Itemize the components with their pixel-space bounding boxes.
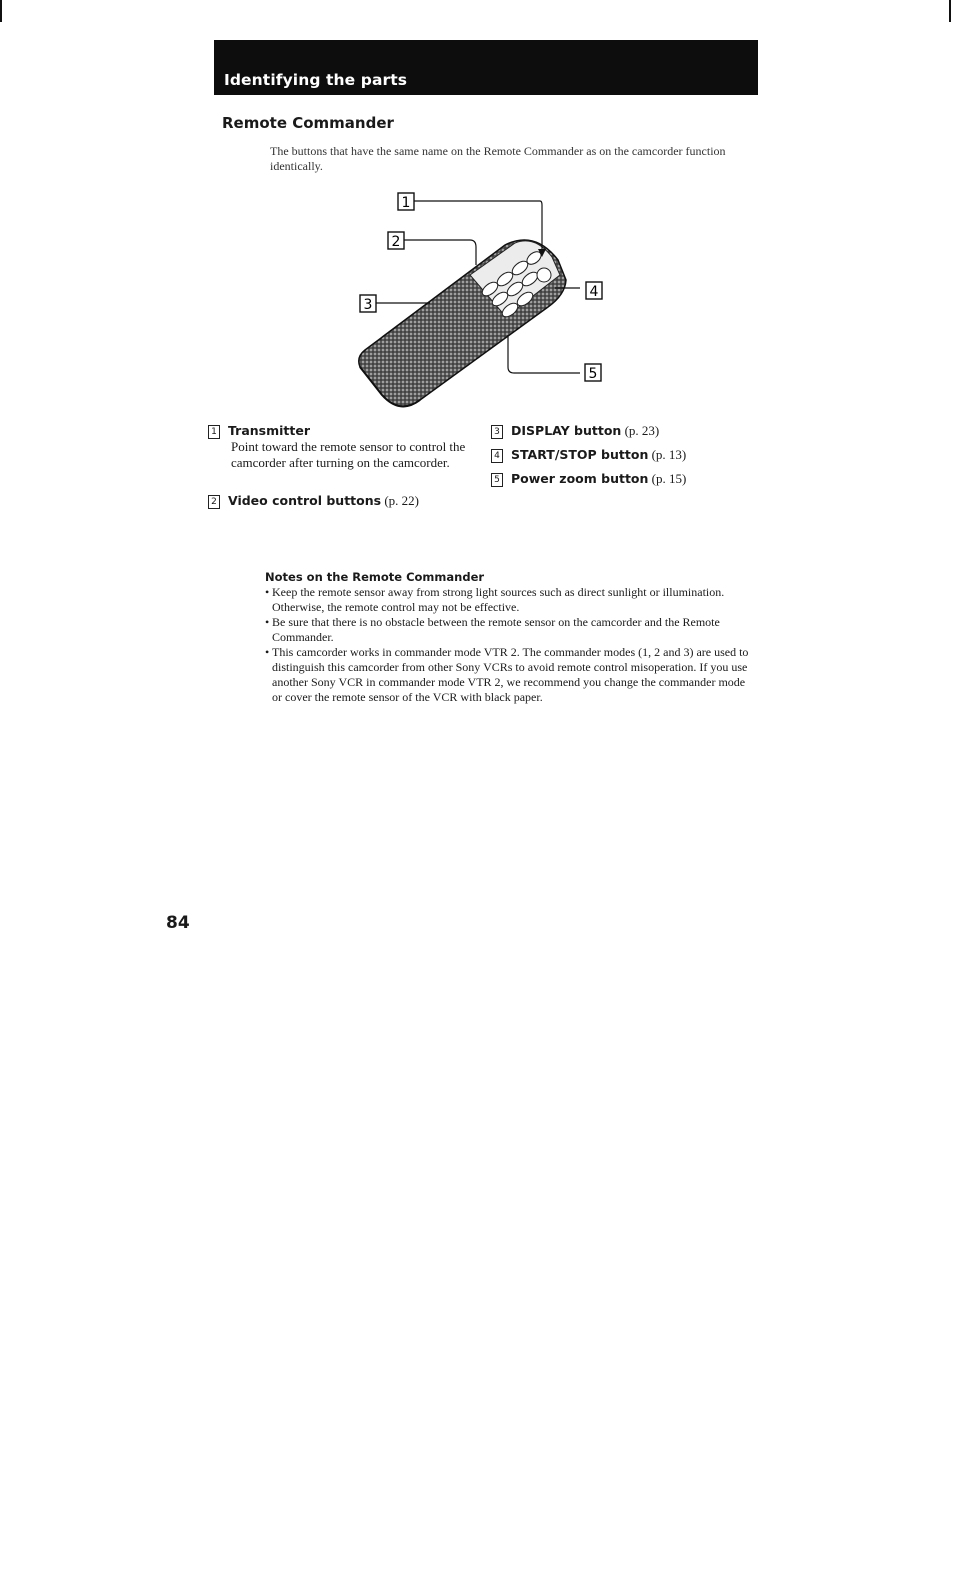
svg-text:3: 3 [363, 297, 373, 313]
svg-text:5: 5 [588, 366, 598, 382]
callout-1 [398, 193, 414, 211]
legend-item-start-stop [491, 447, 686, 463]
legend-number: 3 [491, 425, 503, 439]
scan-edge-right [949, 0, 951, 22]
legend-number: 5 [491, 473, 503, 487]
legend-item-transmitter [208, 423, 310, 439]
legend-description-transmitter: Point toward the remote sensor to control the camcorder after turning on the camcorder. [231, 439, 466, 470]
legend-page-ref: (p. 13) [651, 447, 687, 462]
legend-number: 2 [208, 495, 220, 509]
section-title: Remote Commander [222, 114, 394, 132]
legend-item-power-zoom [491, 471, 686, 487]
remote-commander-diagram [330, 185, 620, 415]
legend-label: DISPLAY button [511, 423, 622, 438]
legend-page-ref: (p. 23) [624, 423, 660, 438]
svg-text:2: 2 [391, 234, 401, 250]
note-item: • Be sure that there is no obstacle between the remote sensor on the camcorder and the Remote Commander. [265, 615, 755, 645]
intro-paragraph: The buttons that have the same name on the Remote Commander as on the camcorder function identically. [270, 144, 726, 173]
legend-number: 4 [491, 449, 503, 463]
svg-text:1: 1 [401, 195, 411, 211]
legend-item-video-control [208, 493, 419, 509]
notes-title: Notes on the Remote Commander [265, 570, 485, 584]
svg-text:4: 4 [589, 284, 599, 300]
legend-label: Video control buttons [228, 493, 382, 508]
callout-3 [360, 295, 376, 313]
notes-list [265, 585, 755, 705]
legend-item-display [491, 423, 659, 439]
legend-label: Power zoom button [511, 471, 649, 486]
note-item: • Keep the remote sensor away from strong light sources such as direct sunlight or illumination. Otherwise, the remote control may not be effective. [265, 585, 755, 615]
legend-number: 1 [208, 425, 220, 439]
callout-2 [388, 232, 404, 250]
page-number: 84 [166, 913, 190, 933]
note-item: • This camcorder works in commander mode VTR 2. The commander modes (1, 2 and 3) are used to distinguish this camcorder from other Sony VCRs to avoid remote control misoperation. If you use another Sony VCR in commander mode VTR 2, we recommend you change the commander mode or cover the remote sensor of the VCR with black paper. [265, 645, 755, 705]
scan-edge-left [0, 0, 2, 22]
legend-page-ref: (p. 22) [384, 493, 420, 508]
page-header-title: Identifying the parts [224, 71, 408, 89]
legend-label: Transmitter [228, 423, 310, 438]
callout-5 [585, 364, 601, 382]
legend-page-ref: (p. 15) [651, 471, 687, 486]
remote-body [359, 240, 566, 406]
header-band [214, 40, 758, 95]
legend-label: START/STOP button [511, 447, 649, 462]
callout-4 [586, 282, 602, 300]
